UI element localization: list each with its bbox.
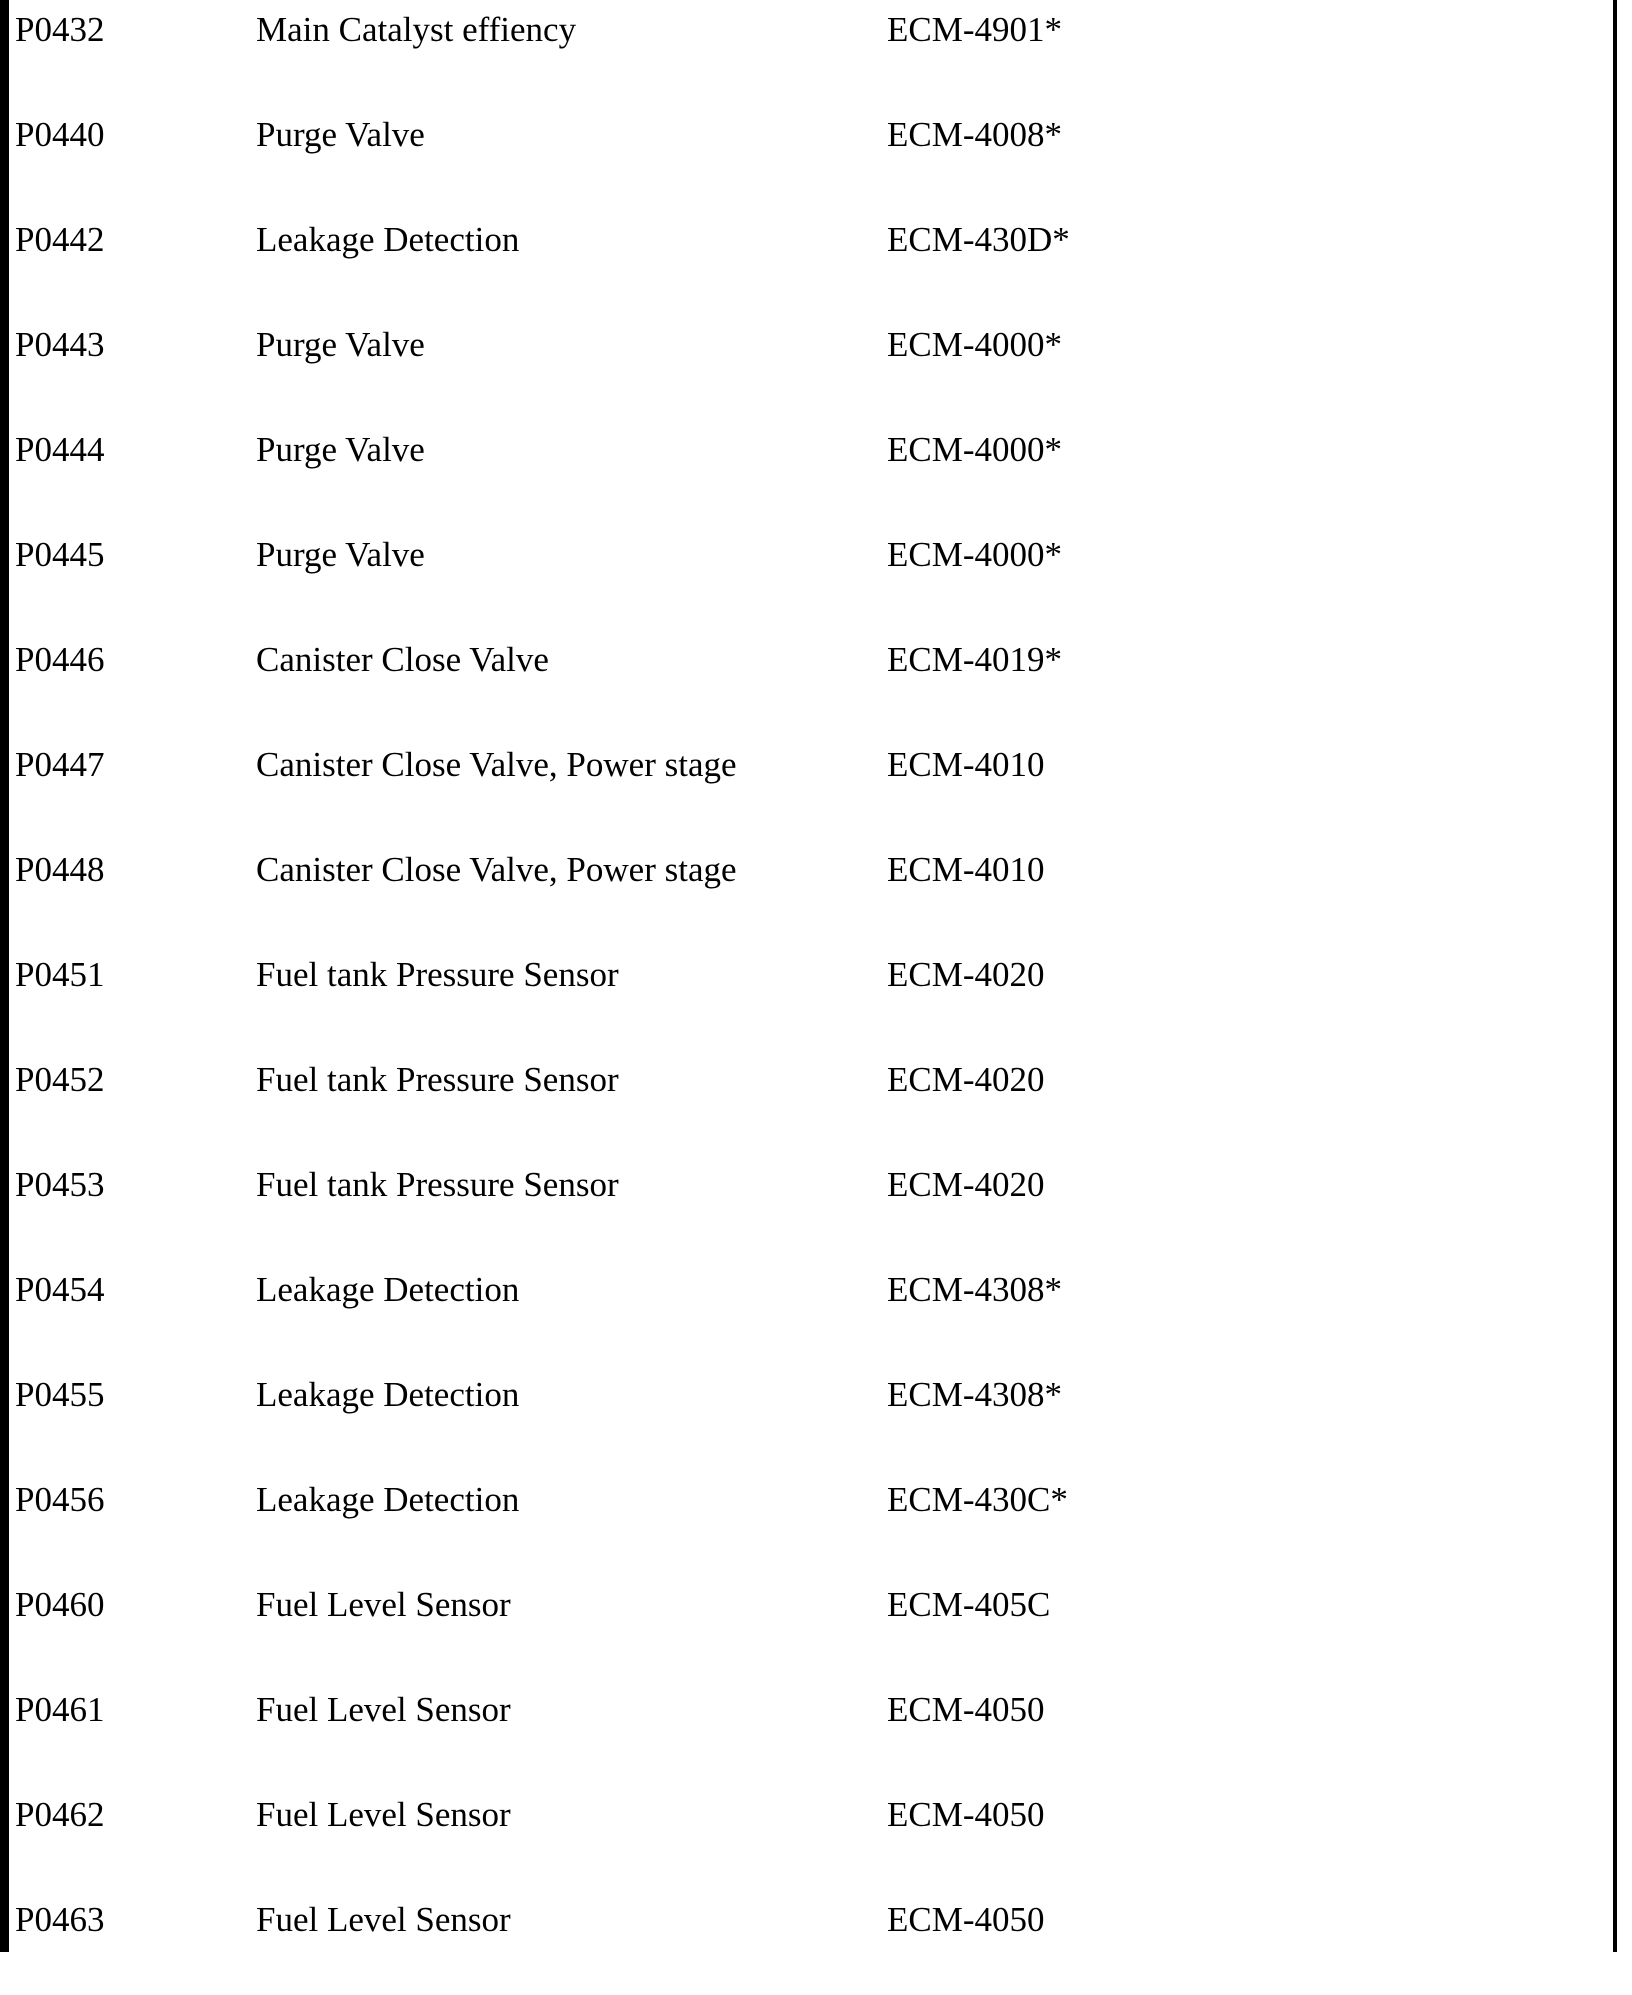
dtc-description: Canister Close Valve, Power stage <box>256 850 737 889</box>
ecm-reference: ECM-4308* <box>887 1375 1062 1414</box>
dtc-code: P0461 <box>15 1690 105 1729</box>
ecm-reference: ECM-4010 <box>887 850 1045 889</box>
dtc-code: P0454 <box>15 1270 105 1309</box>
dtc-description: Fuel tank Pressure Sensor <box>256 1060 619 1099</box>
table-row <box>0 1890 1632 1995</box>
dtc-description: Leakage Detection <box>256 1480 520 1519</box>
dtc-description: Leakage Detection <box>256 1270 520 1309</box>
ecm-reference: ECM-4010 <box>887 745 1045 784</box>
table-row <box>0 525 1632 630</box>
ecm-reference: ECM-4308* <box>887 1270 1062 1309</box>
table-row <box>0 1575 1632 1680</box>
table-row <box>0 1785 1632 1890</box>
dtc-description: Fuel Level Sensor <box>256 1690 511 1729</box>
dtc-description: Leakage Detection <box>256 1375 520 1414</box>
table-row <box>0 1365 1632 1470</box>
dtc-description: Fuel tank Pressure Sensor <box>256 1165 619 1204</box>
ecm-reference: ECM-4000* <box>887 430 1062 469</box>
ecm-reference: ECM-4020 <box>887 955 1045 994</box>
table-row <box>0 1050 1632 1155</box>
dtc-description: Fuel Level Sensor <box>256 1900 511 1939</box>
dtc-description: Purge Valve <box>256 325 425 364</box>
ecm-reference: ECM-430C* <box>887 1480 1068 1519</box>
dtc-description: Canister Close Valve <box>256 640 549 679</box>
table-row <box>0 420 1632 525</box>
dtc-code: P0451 <box>15 955 105 994</box>
ecm-reference: ECM-4008* <box>887 115 1062 154</box>
ecm-reference: ECM-4000* <box>887 535 1062 574</box>
table-row <box>0 1680 1632 1785</box>
ecm-reference: ECM-430D* <box>887 220 1070 259</box>
table-row <box>0 1260 1632 1365</box>
ecm-reference: ECM-4000* <box>887 325 1062 364</box>
ecm-reference: ECM-4020 <box>887 1060 1045 1099</box>
dtc-code: P0446 <box>15 640 105 679</box>
table-row <box>0 1155 1632 1260</box>
table-row <box>0 0 1632 105</box>
dtc-code: P0445 <box>15 535 105 574</box>
dtc-code: P0442 <box>15 220 105 259</box>
dtc-description: Canister Close Valve, Power stage <box>256 745 737 784</box>
ecm-reference: ECM-4019* <box>887 640 1062 679</box>
dtc-code: P0460 <box>15 1585 105 1624</box>
ecm-reference: ECM-4050 <box>887 1795 1045 1834</box>
dtc-code: P0452 <box>15 1060 105 1099</box>
table-row <box>0 315 1632 420</box>
dtc-description: Leakage Detection <box>256 220 520 259</box>
dtc-code: P0448 <box>15 850 105 889</box>
dtc-description: Purge Valve <box>256 535 425 574</box>
dtc-code: P0440 <box>15 115 105 154</box>
dtc-code: P0447 <box>15 745 105 784</box>
dtc-description: Fuel Level Sensor <box>256 1585 511 1624</box>
dtc-code: P0432 <box>15 10 105 49</box>
ecm-reference: ECM-4050 <box>887 1900 1045 1939</box>
dtc-description: Fuel Level Sensor <box>256 1795 511 1834</box>
dtc-code: P0456 <box>15 1480 105 1519</box>
dtc-description: Main Catalyst effiency <box>256 10 577 49</box>
ecm-reference: ECM-4901* <box>887 10 1062 49</box>
table-row <box>0 630 1632 735</box>
table-row <box>0 1470 1632 1575</box>
table-row <box>0 105 1632 210</box>
table-row <box>0 840 1632 945</box>
dtc-code: P0443 <box>15 325 105 364</box>
dtc-code: P0463 <box>15 1900 105 1939</box>
dtc-code: P0444 <box>15 430 105 469</box>
table-row <box>0 210 1632 315</box>
table-row <box>0 735 1632 840</box>
dtc-code: P0453 <box>15 1165 105 1204</box>
ecm-reference: ECM-4020 <box>887 1165 1045 1204</box>
dtc-code: P0462 <box>15 1795 105 1834</box>
dtc-description: Purge Valve <box>256 430 425 469</box>
ecm-reference: ECM-405C <box>887 1585 1051 1624</box>
dtc-code: P0455 <box>15 1375 105 1414</box>
table-row <box>0 945 1632 1050</box>
dtc-description: Purge Valve <box>256 115 425 154</box>
dtc-description: Fuel tank Pressure Sensor <box>256 955 619 994</box>
ecm-reference: ECM-4050 <box>887 1690 1045 1729</box>
